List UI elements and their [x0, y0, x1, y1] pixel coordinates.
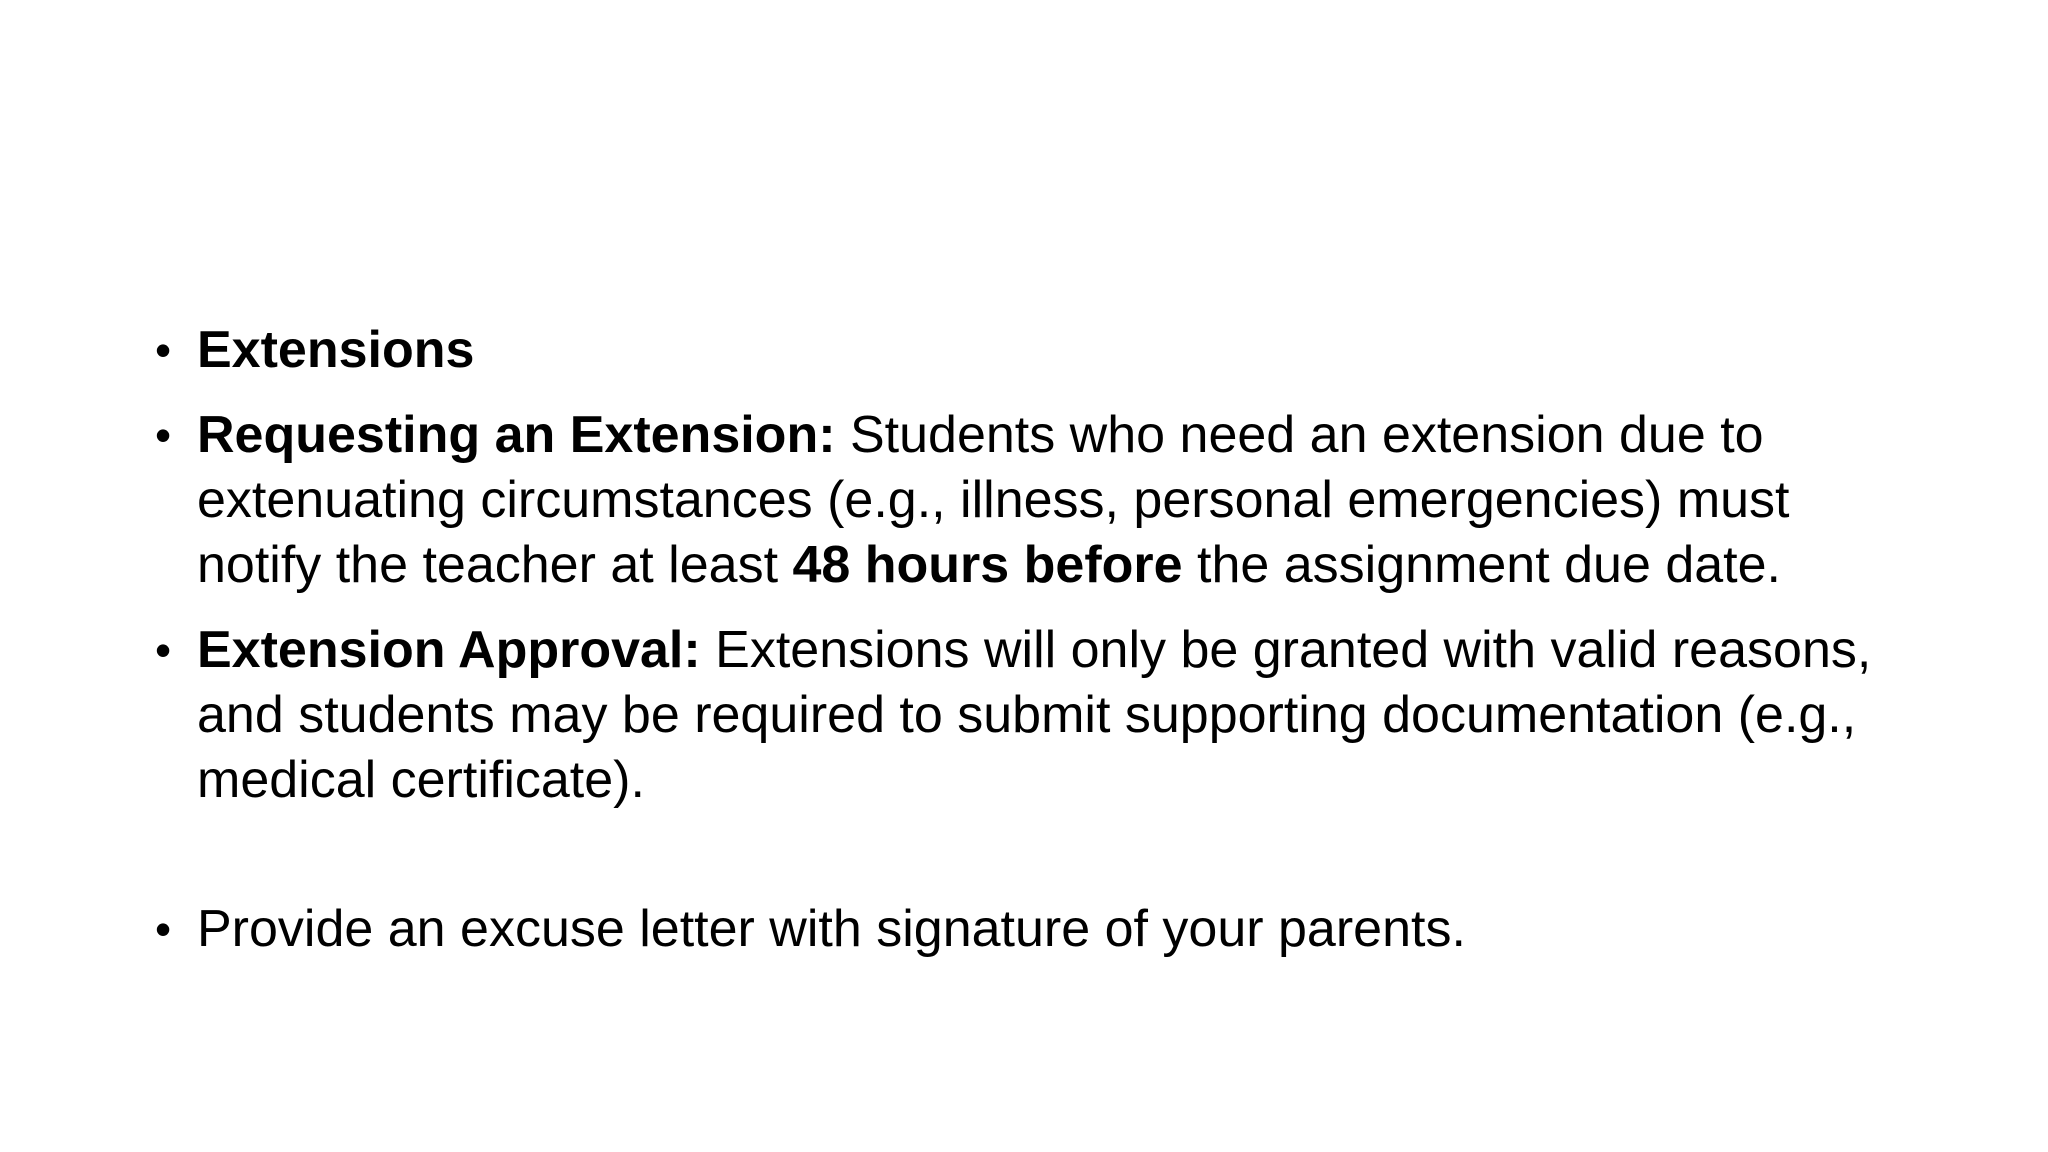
bullet-extension-approval — [155, 618, 1915, 813]
requesting-extension-text-before: Students who need an extension due to extenuating circumstances (e.g., illness, personal emergencies) must notify the teacher at least — [197, 406, 1790, 594]
requesting-extension-text-after: the assignment due date. — [1182, 536, 1781, 594]
bullet-extensions-heading — [155, 318, 1915, 383]
extension-approval-label: Extension Approval: — [197, 621, 701, 679]
bullet-requesting-extension — [155, 403, 1915, 598]
extension-approval-text: Extensions will only be granted with valid reasons, and students may be required to submit supporting documentation (e.g., medical certificate). — [197, 621, 1872, 809]
requesting-extension-label: Requesting an Extension: — [197, 406, 836, 464]
bullet-list — [155, 318, 1915, 982]
excuse-letter-text: Provide an excuse letter with signature of your parents. — [197, 900, 1466, 958]
bullet-excuse-letter — [155, 897, 1915, 962]
extensions-heading: Extensions — [197, 321, 475, 379]
requesting-extension-emphasis: 48 hours before — [792, 536, 1183, 594]
